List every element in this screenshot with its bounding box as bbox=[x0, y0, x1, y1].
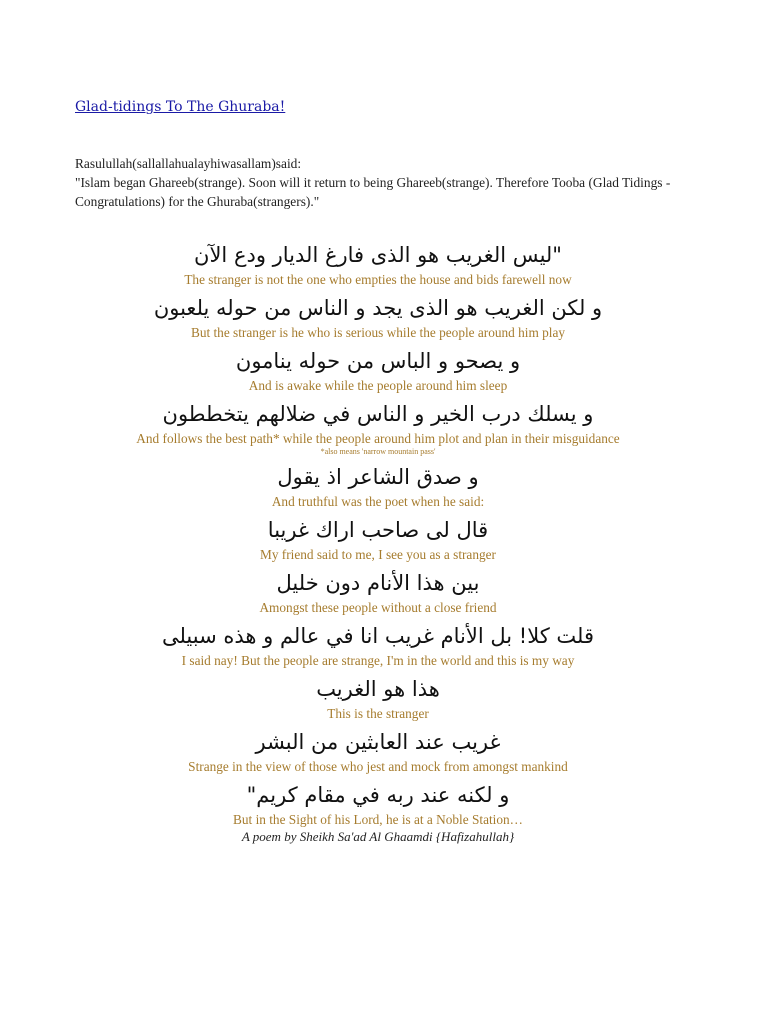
verse-translation: And is awake while the people around him sleep bbox=[248, 378, 508, 393]
verse-translation: But the stranger is he who is serious while the people around him play bbox=[190, 325, 566, 340]
verse-arabic: و يصحو و الباس من حوله ينامون bbox=[235, 349, 521, 373]
verse-arabic: غريب عند العابثين من البشر bbox=[255, 730, 501, 754]
verse bbox=[60, 293, 696, 341]
verse-arabic: بين هذا الأنام دون خليل bbox=[276, 571, 480, 595]
intro-attribution: Rasulullah(sallallahualayhiwasallam)said: bbox=[75, 156, 302, 171]
verse-translation: The stranger is not the one who empties the house and bids farewell now bbox=[184, 272, 572, 287]
verse-footnote: *also means 'narrow mountain pass' bbox=[320, 447, 436, 456]
verse-translation: This is the stranger bbox=[327, 706, 429, 721]
verse bbox=[60, 462, 696, 510]
verse-arabic: "ليس الغريب هو الذى فارغ الديار ودع الآن bbox=[194, 243, 562, 267]
verse bbox=[60, 568, 696, 616]
verse bbox=[60, 240, 696, 288]
verse-arabic: و لكنه عند ربه في مقام كريم" bbox=[246, 783, 510, 807]
verse-translation: Amongst these people without a close friend bbox=[259, 600, 497, 615]
verse-translation: Strange in the view of those who jest and mock from amongst mankind bbox=[188, 759, 568, 774]
verse bbox=[60, 674, 696, 722]
verse-arabic: و لكن الغريب هو الذى يجد و الناس من حوله يلعبون bbox=[153, 296, 603, 320]
verse-translation: I said nay! But the people are strange, I'm in the world and this is my way bbox=[181, 653, 575, 668]
verse-translation: And follows the best path* while the people around him plot and plan in their misguidance bbox=[136, 431, 620, 446]
verse bbox=[60, 346, 696, 394]
intro-hadith-quote: "Islam began Ghareeb(strange). Soon will it return to being Ghareeb(strange). Therefore Tooba (Glad Tidings -Congratulations) for the Ghuraba(strangers)." bbox=[75, 175, 671, 209]
verse-arabic: و صدق الشاعر اذ يقول bbox=[277, 465, 479, 489]
poem bbox=[60, 240, 696, 845]
verse-arabic: قلت كلا! بل الأنام غريب انا في عالم و هذه سبيلى bbox=[161, 624, 595, 648]
verse-translation: But in the Sight of his Lord, he is at a Noble Station… bbox=[233, 812, 523, 827]
verse bbox=[60, 727, 696, 775]
verse bbox=[60, 515, 696, 563]
verse-arabic: و يسلك درب الخير و الناس في ضلالهم يتخططون bbox=[162, 402, 594, 426]
verse bbox=[60, 399, 696, 457]
verse-arabic: هذا هو الغريب bbox=[316, 677, 440, 701]
verse-translation: And truthful was the poet when he said: bbox=[271, 494, 485, 509]
hadith-intro bbox=[75, 154, 695, 211]
verse-translation: My friend said to me, I see you as a stranger bbox=[260, 547, 496, 562]
poem-credit: A poem by Sheikh Sa'ad Al Ghaamdi {Hafizahullah} bbox=[241, 829, 515, 844]
verse-arabic: قال لى صاحب اراك غريبا bbox=[267, 518, 489, 542]
verse bbox=[60, 621, 696, 669]
document-title-link[interactable]: Glad-tidings To The Ghuraba! bbox=[75, 99, 286, 115]
verse bbox=[60, 780, 696, 828]
